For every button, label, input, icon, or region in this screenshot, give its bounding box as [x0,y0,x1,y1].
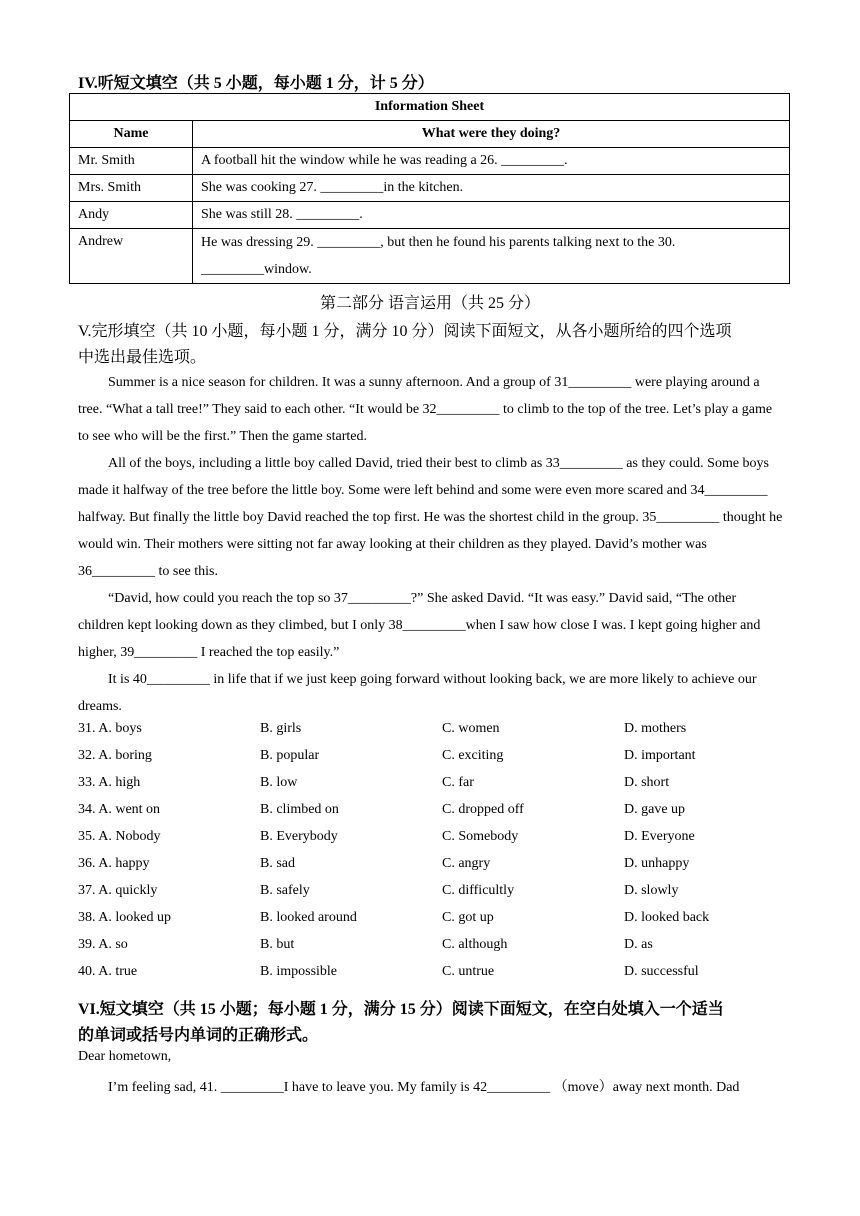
option-c: C. far [442,775,474,790]
option-b: B. climbed on [260,802,339,817]
row-doing: He was dressing 29. _________, but then he found his parents talking next to the 30. [201,235,676,250]
option-c: C. exciting [442,748,504,763]
section-4-title: IV.听短文填空（共 5 小题，每小题 1 分，计 5 分） [78,75,434,92]
letter-salutation: Dear hometown, [78,1049,172,1064]
section-6-instruction-cont: 的单词或括号内单词的正确形式。 [78,1027,319,1044]
passage-paragraph: “David, how could you reach the top so 37_________?” She asked David. “It was easy.” David said, “The other children kept looking down as they climbed, but I only 38_________when I saw how close I was. I kept going higher and higher, 39_________ I reached the top easily.” [78,591,761,660]
option-a: 32. A. boring [78,748,152,763]
option-b: B. but [260,937,295,952]
row-doing: She was still 28. _________. [193,202,790,229]
option-d: D. slowly [624,883,679,898]
option-c: C. Somebody [442,829,519,844]
option-d: D. unhappy [624,856,690,871]
option-b: B. Everybody [260,829,338,844]
option-a: 33. A. high [78,775,141,790]
option-d: D. gave up [624,802,686,817]
option-a: 34. A. went on [78,802,161,817]
option-c: C. angry [442,856,491,871]
option-b: B. impossible [260,964,338,979]
option-c: C. dropped off [442,802,524,817]
section-5-instruction-cont: 中选出最佳选项。 [78,349,207,366]
option-d: D. looked back [624,910,710,925]
column-header-doing: What were they doing? [193,121,790,148]
option-c: C. although [442,937,508,952]
option-d: D. as [624,937,653,952]
information-sheet-table [69,93,790,284]
option-a: 37. A. quickly [78,883,158,898]
option-b: B. low [260,775,298,790]
row-doing: A football hit the window while he was reading a 26. _________. [193,148,790,175]
option-b: B. sad [260,856,295,871]
table-row [70,175,790,202]
option-b: B. popular [260,748,320,763]
row-name: Andy [70,202,193,229]
row-doing-continued: _________window. [201,262,312,277]
row-name: Mrs. Smith [70,175,193,202]
option-a: 31. A. boys [78,721,142,736]
option-d: D. short [624,775,670,790]
option-c: C. difficultly [442,883,515,898]
option-d: D. Everyone [624,829,695,844]
option-a: 40. A. true [78,964,138,979]
row-doing: She was cooking 27. _________in the kitchen. [193,175,790,202]
option-a: 38. A. looked up [78,910,171,925]
row-name: Andrew [70,229,193,284]
option-d: D. successful [624,964,699,979]
option-b: B. looked around [260,910,357,925]
table-row [70,229,790,284]
option-b: B. safely [260,883,310,898]
part-2-title: 第二部分 语言运用（共 25 分） [319,295,540,312]
section-5-instruction: V.完形填空（共 10 小题，每小题 1 分，满分 10 分）阅读下面短文，从各小题所给的四个选项 [78,323,732,340]
letter-line: I’m feeling sad, 41. _________I have to leave you. My family is 42_________ （move）away next month. Dad [108,1080,740,1095]
option-a: 39. A. so [78,937,128,952]
cloze-passage [78,369,784,720]
table-row [70,202,790,229]
section-6-instruction: VI.短文填空（共 15 小题；每小题 1 分，满分 15 分）阅读下面短文，在空白处填入一个适当 [78,1001,724,1018]
passage-paragraph: Summer is a nice season for children. It was a sunny afternoon. And a group of 31_________ were playing around a tree. “What a tall tree!” They said to each other. “It would be 32_________ to climb to the top of the tree. Let’s play a game to see who will be the first.” Then the game started. [78,375,773,444]
option-d: D. important [624,748,696,763]
passage-paragraph: All of the boys, including a little boy called David, tried their best to climb as 33_________ as they could. Some boys made it halfway of the tree before the little boy. Some were left behind and some were even more scared and 34_________ halfway. But finally the little boy David reached the top first. He was the shortest child in the group. 35_________ thought he would win. Their mothers were sitting not far away looking at their children as they played. David’s mother was 36_________ to see this. [78,456,783,579]
option-b: B. girls [260,721,302,736]
option-d: D. mothers [624,721,687,736]
column-header-name: Name [70,121,193,148]
row-name: Mr. Smith [70,148,193,175]
option-c: C. got up [442,910,494,925]
table-row [70,148,790,175]
option-c: C. untrue [442,964,495,979]
option-a: 35. A. Nobody [78,829,161,844]
option-c: C. women [442,721,500,736]
passage-paragraph: It is 40_________ in life that if we just keep going forward without looking back, we are more likely to achieve our dreams. [78,672,757,714]
table-title: Information Sheet [70,94,790,121]
option-a: 36. A. happy [78,856,150,871]
